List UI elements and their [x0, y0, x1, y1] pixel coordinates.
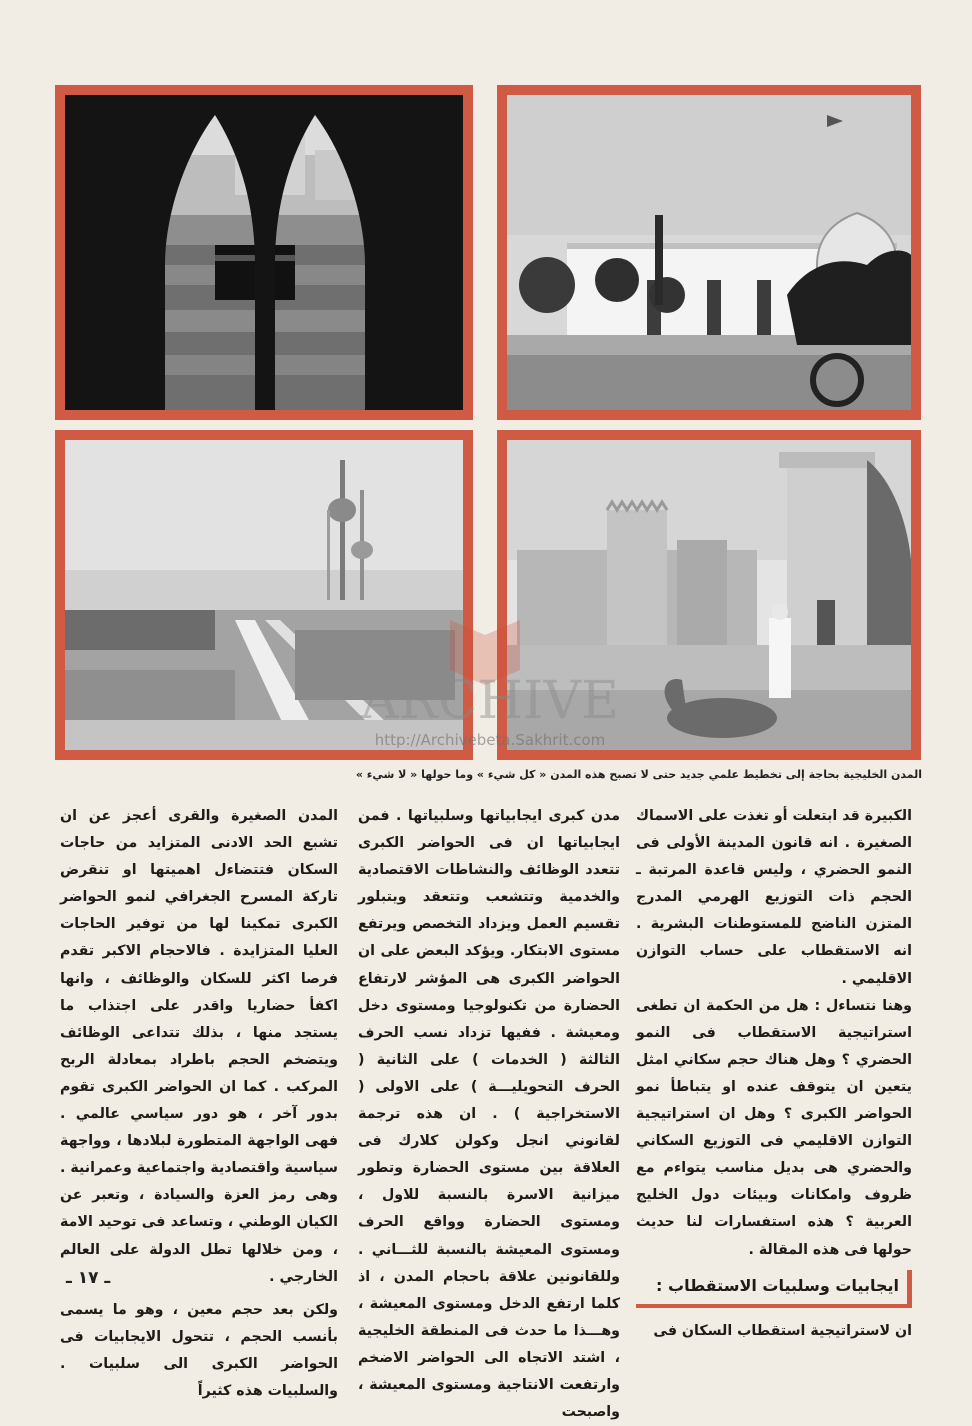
mosque-arches-kaaba-photo	[65, 95, 463, 410]
photo-frame-palace	[497, 85, 921, 420]
page-number: ـ ١٧ ـ	[66, 1268, 111, 1288]
watermark-url: http://Archivebeta.Sakhrit.com	[374, 731, 606, 749]
paragraph: الكبيرة قد ابتعلت أو تغذت على الاسماك الصغيرة . انه قانون المدينة الأولى فى النمو الحضري ، وليس قاعدة المرتبة ـ الحجم ذات التوزيع الهرمي المدرج المتزن الناضج للمستوطنات البشرية . انه الاستقطاب على حساب التوازن الاقليمي .	[636, 808, 912, 987]
paragraph: ان لاستراتيجية استقطاب السكان فى	[653, 1322, 912, 1339]
watermark-brand: ARCHIVE	[361, 671, 619, 731]
section-heading: ايجابيات وسلبيات الاستقطاب :	[636, 1270, 912, 1308]
white-palace-garden-photo	[507, 95, 911, 410]
photo-frame-mosque	[55, 85, 473, 420]
city-towers-aerial-photo	[65, 440, 463, 750]
paragraph: وهنا نتساءل : هل من الحكمة ان تطغى استراتيجية الاستقطاب فى النمو الحضري ؟ وهل هناك حجم سكاني امثل يتعين ان يتوقف عنده او يتباطأ نمو الحواضر الكبرى ؟ وهل ان استراتيجية التوازن الاقليمي فى التوزيع السكاني والحضري هى بديل مناسب يتواءم مع ظروف وامكانات وبيئات دول الخليج العربية ؟ هذه استفسارات لنا حديث حولها فى هذه المقالة .	[636, 997, 912, 1258]
article-column-right	[636, 803, 912, 1339]
article-column-middle	[358, 803, 620, 1421]
figure-caption: المدن الخليجية بحاجة إلى تخطيط علمي جديد حتى لا تصبح هذه المدن « كل شيء » وما حولها « لا شيء »	[355, 768, 922, 781]
photo-frame-towers	[55, 430, 473, 760]
fort-man-camel-photo	[507, 440, 911, 750]
paragraph: مدن كبرى ايجابياتها وسلبياتها . فمن ايجابياتها ان فى الحواضر الكبرى تتعدد الوظائف والنشاطات الاقتصادية والخدمية وتتشعب وتتعقد ويتبلور تقسيم العمل ويزداد التخصص ويرتفع مستوى الابتكار. ويؤكد البعض على ان الحواضر الكبرى هى المؤشر لارتفاع الحضارة من تكنولوجيا ومستوى دخل ومعيشة . ففيها تزداد نسب الحرف الثالثة ( الخدمات ) على الثانية ( الحرف التحويليـــة ) على الاولى ( الاستخراجية ) . ان هذه ترجمة لقانوني انجل وكولن كلارك فى العلاقة بين مستوى الحضارة وتطور ميزانية الاسرة بالنسبة للاول ، ومستوى الحضارة وواقع الحرف ومستوى المعيشة بالنسبة للثـــاني . وللقانونين علاقة باحجام المدن ، اذ كلما ارتفع الدخل ومستوى المعيشة ، وهـــذا ما حدث فى المنطقة الخليجية ، اشتد الاتجاه الى الحواضر الاضخم وارتفعت الانتاجية ومستوى المعيشة ، واصبحت	[358, 808, 620, 1421]
paragraph: المدن الصغيرة والقرى أعجز عن ان تشبع الحد الادنى المتزايد من حاجات السكان فتتضاءل اهميتها او تنقرض تاركة المسرح الجغرافي لنمو الحواضر الكبرى تمكينا لها من توفير الحاجات العليا المتزايدة . فالاحجام الاكبر تقدم فرصا اكثر للسكان والوظائف ، وانها اكفأ حضاريا واقدر على اجتذاب ما يستجد منها ، بذلك تتداعى الوظائف ويتضخم الحجم باطراد بمعادلة الربح المركب . كما ان الحواضر الكبرى تقوم بدور آخر ، هو دور سياسي عالمي . فهى الواجهة المتطورة لبلادها ، وواجهة سياسية واقتصادية واجتماعية وعمرانية . وهى رمز العزة والسيادة ، وتعبر عن الكيان الوطني ، وتساعد فى توحيد الامة ، ومن خلالها تطل الدولة على العالم الخارجي .	[60, 808, 338, 1285]
photo-frame-fort	[497, 430, 921, 760]
paragraph: ولكن بعد حجم معين ، وهو ما يسمى بأنسب الحجم ، تتحول الايجابيات فى الحواضر الكبرى الى سلبيات . والسلبيات هذه كثيراً	[60, 1301, 338, 1399]
